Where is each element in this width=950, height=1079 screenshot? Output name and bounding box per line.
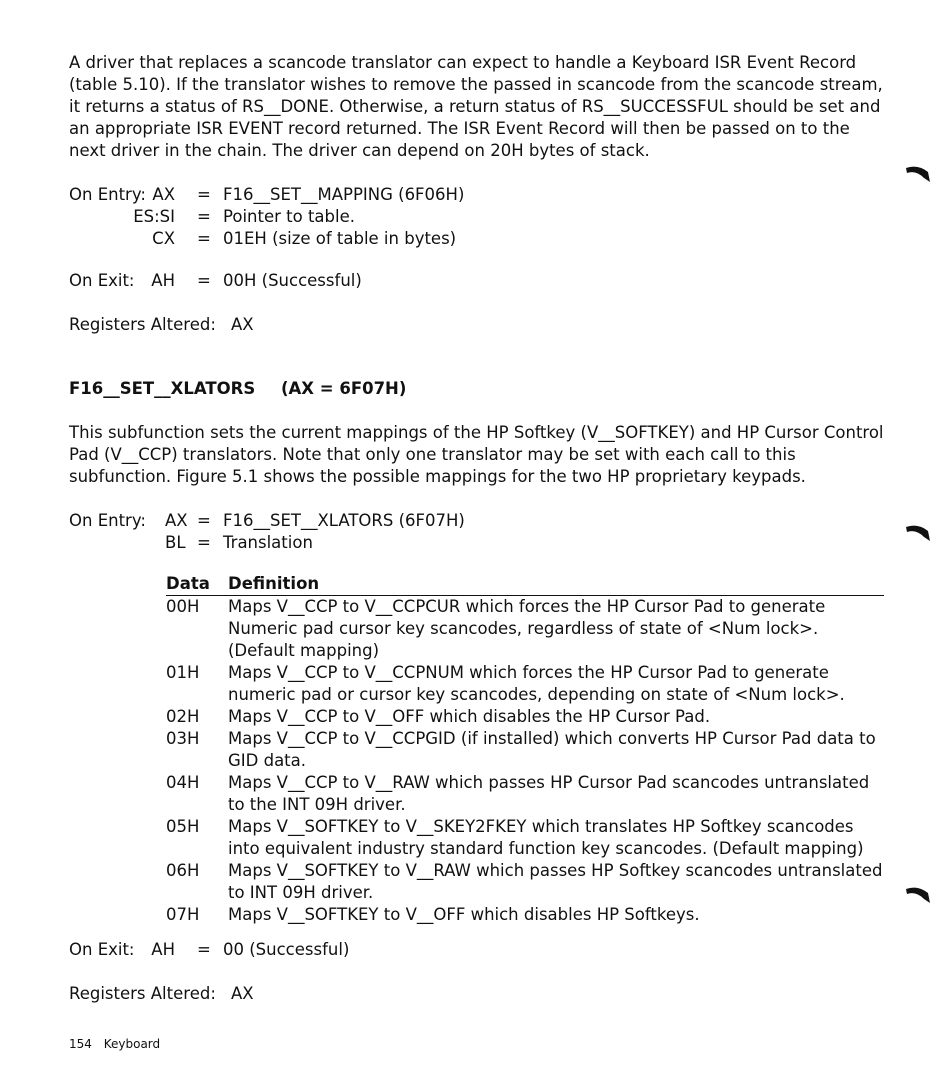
definition-cell: Maps V__CCP to V__CCPGID (if installed) which converts HP Cursor Pad data to GID data.	[228, 729, 876, 770]
table-row	[166, 904, 884, 926]
on-exit-label: On Exit:	[69, 271, 135, 290]
equals-sign: =	[197, 271, 211, 290]
register-value: 00 (Successful)	[223, 940, 350, 959]
data-cell: 03H	[166, 729, 200, 748]
register-value: Pointer to table.	[223, 207, 355, 226]
data-cell: 06H	[166, 861, 200, 880]
intro-paragraph: A driver that replaces a scancode translator can expect to handle a Keyboard ISR Event Record (table 5.10). If the translator wishes to remove the passed in scancode from the scancode stream, it returns a status of RS__DONE. Otherwise, a return status of RS__SUCCESSFUL should be set and an appropriate ISR EVENT record returned. The ISR Event Record will then be passed on to the next driver in the chain. The driver can depend on 20H bytes of stack.	[69, 53, 883, 160]
binder-tab-mark-icon	[904, 885, 932, 907]
equals-sign: =	[197, 207, 211, 226]
table-row	[166, 772, 884, 816]
data-cell: 04H	[166, 773, 200, 792]
data-cell: 00H	[166, 597, 200, 616]
table-row	[166, 706, 884, 728]
table-header	[166, 573, 884, 596]
section-heading	[69, 378, 406, 400]
definition-cell: Maps V__SOFTKEY to V__OFF which disables HP Softkeys.	[228, 905, 700, 924]
binder-tab-mark-icon	[904, 523, 932, 545]
register-name: BL	[165, 533, 186, 552]
definition-cell: Maps V__SOFTKEY to V__RAW which passes HP Softkey scancodes untranslated to INT 09H driver.	[228, 861, 883, 902]
register-name: CX	[152, 229, 175, 248]
table-row	[166, 662, 884, 706]
registers-altered-label: Registers Altered:	[69, 315, 216, 334]
register-name: ES:SI	[133, 207, 175, 226]
register-name: AX	[152, 185, 175, 204]
equals-sign: =	[197, 533, 211, 552]
definition-cell: Maps V__SOFTKEY to V__SKEY2FKEY which translates HP Softkey scancodes into equivalent industry standard function key scancodes. (Default mapping)	[228, 817, 864, 858]
data-cell: 01H	[166, 663, 200, 682]
equals-sign: =	[197, 185, 211, 204]
register-value: 00H (Successful)	[223, 271, 362, 290]
on-entry-label: On Entry:	[69, 185, 146, 204]
data-cell: 02H	[166, 707, 200, 726]
equals-sign: =	[197, 940, 211, 959]
translation-table	[166, 573, 884, 926]
definition-column-header: Definition	[228, 574, 320, 593]
binder-tab-mark-icon	[904, 164, 932, 186]
section-paragraph: This subfunction sets the current mappings of the HP Softkey (V__SOFTKEY) and HP Cursor Control Pad (V__CCP) translators. Note that only one translator may be set with each call to this subfunction. Figure 5.1 shows the possible mappings for the two HP proprietary keypads.	[69, 423, 884, 486]
definition-cell: Maps V__CCP to V__OFF which disables the HP Cursor Pad.	[228, 707, 711, 726]
table-row	[166, 596, 884, 662]
footer-section-title: Keyboard	[103, 1037, 161, 1051]
equals-sign: =	[197, 511, 211, 530]
register-name: AX	[165, 511, 188, 530]
table-row	[166, 860, 884, 904]
on-exit-label: On Exit:	[69, 940, 135, 959]
register-value: F16__SET__XLATORS (6F07H)	[223, 511, 465, 530]
table-row	[166, 728, 884, 772]
table-row	[166, 816, 884, 860]
equals-sign: =	[197, 229, 211, 248]
register-name: AH	[151, 940, 175, 959]
page-number: 154	[69, 1037, 92, 1051]
definition-cell: Maps V__CCP to V__CCPCUR which forces the HP Cursor Pad to generate Numeric pad cursor key scancodes, regardless of state of <Num lock>. (Default mapping)	[228, 597, 826, 660]
definition-cell: Maps V__CCP to V__CCPNUM which forces the HP Cursor Pad to generate numeric pad or cursor key scancodes, depending on state of <Num lock>.	[228, 663, 845, 704]
on-entry-label: On Entry:	[69, 511, 146, 530]
data-cell: 05H	[166, 817, 200, 836]
data-cell: 07H	[166, 905, 200, 924]
function-code: (AX = 6F07H)	[281, 379, 407, 398]
definition-cell: Maps V__CCP to V__RAW which passes HP Cursor Pad scancodes untranslated to the INT 09H driver.	[228, 773, 870, 814]
register-value: 01EH (size of table in bytes)	[223, 229, 457, 248]
registers-altered-value: AX	[231, 315, 254, 334]
register-value: F16__SET__MAPPING (6F06H)	[223, 185, 465, 204]
page-footer	[69, 1037, 160, 1051]
registers-altered-label: Registers Altered:	[69, 984, 216, 1003]
function-name: F16__SET__XLATORS	[69, 379, 256, 398]
registers-altered-value: AX	[231, 984, 254, 1003]
data-column-header: Data	[166, 574, 210, 593]
register-name: AH	[151, 271, 175, 290]
register-value: Translation	[223, 533, 313, 552]
